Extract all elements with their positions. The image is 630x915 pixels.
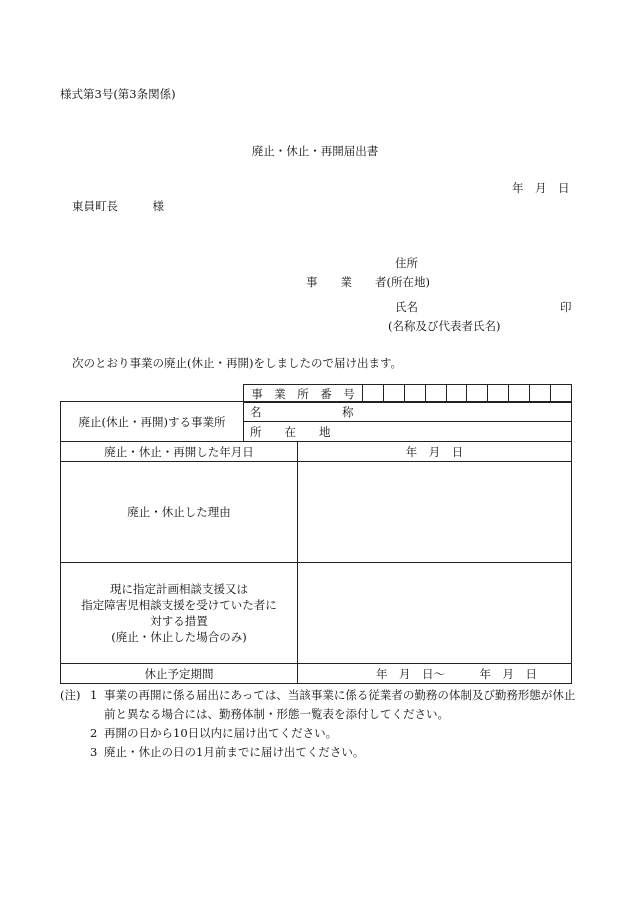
- measures-label-line2: 指定障害児相談支援を受けていた者に: [81, 598, 277, 612]
- office-name-row[interactable]: [244, 402, 572, 422]
- office-address-row[interactable]: [244, 422, 572, 442]
- note-item: [60, 743, 580, 762]
- measures-field[interactable]: [298, 563, 572, 664]
- office-number-digit-2[interactable]: [383, 385, 404, 403]
- office-number-digit-10[interactable]: [551, 385, 572, 403]
- office-number-digit-4[interactable]: [425, 385, 446, 403]
- note-text: 事業の再開に係る届出にあっては、当該事業に係る従業者の勤務の体制及び勤務形態が休止前と異なる場合には、勤務体制・形態一覧表を添付してください。: [104, 688, 576, 721]
- note-text: 再開の日から10日以内に届け出てください。: [104, 726, 338, 740]
- note-item: [60, 686, 580, 724]
- date-row-label: 廃止・休止・再開した年月日: [61, 442, 298, 462]
- name-label: 氏名: [395, 300, 418, 314]
- intro-text: 次のとおり事業の廃止(休止・再開)をしましたので届け出ます。: [72, 356, 403, 370]
- note-number: 3: [90, 745, 98, 759]
- note-text: 廃止・休止の日の1月前までに届け出てください。: [104, 745, 365, 759]
- measures-label-line1: 現に指定計画相談支援又は: [110, 582, 248, 596]
- office-number-digit-1[interactable]: [363, 385, 384, 403]
- office-number-label: 事 業 所 番 号: [244, 385, 363, 403]
- main-form-table: [60, 401, 572, 684]
- period-value[interactable]: 年 月 日〜 年 月 日: [298, 664, 572, 684]
- reason-field[interactable]: [298, 462, 572, 563]
- page-title: 廃止・休止・再開届出書: [251, 144, 379, 158]
- note-item: [60, 724, 580, 743]
- note-number: 1: [90, 688, 98, 702]
- measures-label-line4: (廃止・休止した場合のみ): [111, 630, 247, 644]
- seal-label: 印: [560, 300, 572, 314]
- period-label: 休止予定期間: [61, 664, 298, 684]
- office-number-digit-3[interactable]: [404, 385, 425, 403]
- business-label: 事 業 者(所在地): [306, 275, 430, 289]
- date-row-value[interactable]: 年 月 日: [298, 442, 572, 462]
- date-line: 年 月 日: [512, 181, 570, 195]
- office-number-digit-8[interactable]: [509, 385, 530, 403]
- office-number-digit-7[interactable]: [488, 385, 509, 403]
- name-note: (名称及び代表者氏名): [388, 319, 501, 333]
- form-number: 様式第3号(第3条関係): [60, 87, 176, 101]
- address-label: 住所: [395, 256, 418, 270]
- office-number-digit-5[interactable]: [446, 385, 467, 403]
- measures-label-line3: 対する措置: [150, 614, 208, 628]
- measures-label: [61, 563, 298, 664]
- notes: [60, 686, 580, 762]
- office-number-digit-6[interactable]: [467, 385, 488, 403]
- office-group-label: 廃止(休止・再開)する事業所: [61, 402, 244, 442]
- addressee: 東員町長 様: [72, 199, 164, 213]
- reason-label: 廃止・休止した理由: [61, 462, 298, 563]
- office-address-label: 所 在 地: [250, 424, 331, 439]
- note-number: 2: [90, 726, 98, 740]
- office-number-digit-9[interactable]: [530, 385, 551, 403]
- office-name-label: 名 称: [250, 404, 354, 419]
- notes-mark: (注): [60, 688, 81, 702]
